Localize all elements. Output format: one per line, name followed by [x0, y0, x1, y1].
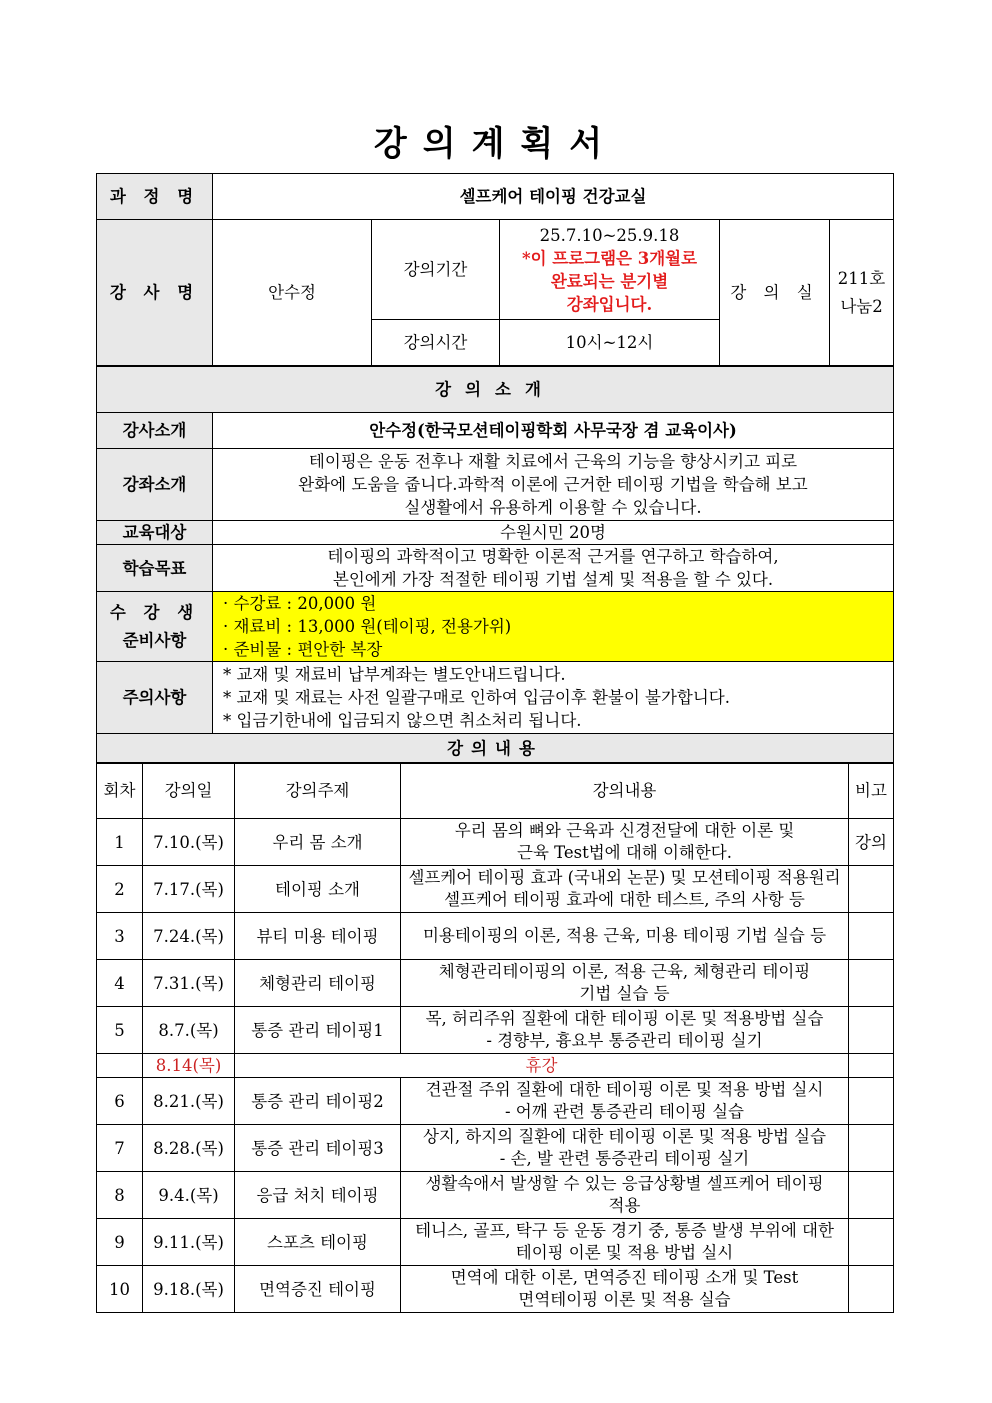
prep-line: · 재료비 : 13,000 원(테이핑, 전용가위) — [223, 617, 512, 636]
holiday-label: 휴강 — [235, 1054, 849, 1078]
period-label: 강의기간 — [372, 220, 500, 320]
session-no: 8 — [97, 1172, 143, 1219]
prep-line: · 준비물 : 편안한 복장 — [223, 640, 383, 659]
session-content-line: 셀프케어 테이핑 효과에 대한 테스트, 주의 사항 등 — [444, 890, 805, 909]
session-remark — [849, 1219, 894, 1266]
session-content-line: 생활속애서 발생할 수 있는 응급상황별 셀프케어 테이핑 — [425, 1174, 824, 1193]
session-topic: 테이핑 소개 — [235, 866, 401, 913]
session-no: 9 — [97, 1219, 143, 1266]
session-content — [401, 1125, 849, 1172]
session-content-line: 미용테이핑의 이론, 적용 근육, 미용 테이핑 기법 실습 등 — [422, 926, 827, 945]
session-content-line: 면역에 대한 이론, 면역증진 테이핑 소개 및 Test — [450, 1268, 799, 1287]
holiday-remark-cell — [849, 1054, 894, 1078]
goal-line: 본인에게 가장 적절한 테이핑 기법 설계 및 적용을 할 수 있다. — [332, 570, 774, 589]
session-topic: 체형관리 테이핑 — [235, 960, 401, 1007]
info-table — [96, 173, 894, 366]
page-title: 강의계획서 — [373, 124, 619, 164]
session-no: 3 — [97, 913, 143, 960]
table-row — [97, 1266, 894, 1313]
course-label: 과 정 명 — [97, 174, 213, 220]
content-section-header: 강의내용 — [97, 734, 894, 764]
session-remark — [849, 1007, 894, 1054]
session-content-line: - 경향부, 흉요부 통증관리 테이핑 실기 — [486, 1031, 763, 1050]
room-label: 강 의 실 — [720, 220, 830, 366]
session-content-line: 테이핑 이론 및 적용 방법 실시 — [515, 1243, 734, 1262]
room-value — [830, 220, 894, 366]
header-content: 강의내용 — [401, 763, 849, 819]
course-intro-line: 실생활에서 유용하게 이용할 수 있습니다. — [404, 498, 702, 517]
intro-section-header: 강의소개 — [97, 367, 894, 413]
instructor-name: 안수정 — [213, 220, 372, 366]
session-remark — [849, 1172, 894, 1219]
session-no: 1 — [97, 819, 143, 866]
session-content-line: 목, 허리주위 질환에 대한 테이핑 이론 및 적용방법 실습 — [425, 1009, 824, 1028]
session-content-line: 우리 몸의 뼈와 근육과 신경전달에 대한 이론 및 — [454, 821, 795, 840]
schedule-table — [96, 762, 894, 1313]
goal-line: 테이핑의 과학적이고 명확한 이론적 근거를 연구하고 학습하여, — [327, 547, 779, 566]
table-row — [97, 913, 894, 960]
session-content — [401, 1219, 849, 1266]
session-content-line: 셀프케어 테이핑 효과 (국내외 논문) 및 모션테이핑 적용원리 — [408, 868, 841, 887]
session-date: 7.31.(목) — [143, 960, 235, 1007]
table-row — [97, 1219, 894, 1266]
intro-table — [96, 366, 894, 764]
header-no: 회차 — [97, 763, 143, 819]
session-content — [401, 913, 849, 960]
session-date: 8.21.(목) — [143, 1078, 235, 1125]
session-no: 10 — [97, 1266, 143, 1313]
session-content-line: 기법 실습 등 — [579, 984, 670, 1003]
session-content — [401, 1007, 849, 1054]
session-no: 7 — [97, 1125, 143, 1172]
session-content — [401, 819, 849, 866]
prep-label — [97, 592, 213, 662]
holiday-row — [97, 1054, 894, 1078]
notice-line: * 교재 및 재료는 사전 일괄구매로 인하여 입금이후 환불이 불가합니다. — [223, 688, 730, 707]
session-content — [401, 960, 849, 1007]
session-remark — [849, 913, 894, 960]
period-dates: 25.7.10~25.9.18 — [539, 225, 680, 245]
session-content — [401, 1078, 849, 1125]
notice-line: * 교재 및 재료비 납부계좌는 별도안내드립니다. — [223, 665, 566, 684]
session-remark: 강의 — [849, 819, 894, 866]
prep-label-line: 수 강 생 — [109, 602, 200, 622]
target-value: 수원시민 20명 — [213, 521, 894, 545]
session-content-line: 상지, 하지의 질환에 대한 테이핑 이론 및 적용 방법 실습 — [422, 1127, 827, 1146]
table-row — [97, 960, 894, 1007]
session-date: 8.28.(목) — [143, 1125, 235, 1172]
session-remark — [849, 960, 894, 1007]
session-topic: 통증 관리 테이핑3 — [235, 1125, 401, 1172]
session-topic: 통증 관리 테이핑2 — [235, 1078, 401, 1125]
notice-value — [213, 662, 894, 734]
goal-label: 학습목표 — [97, 545, 213, 592]
holiday-date: 8.14(목) — [143, 1054, 235, 1078]
notice-line: * 입금기한내에 입금되지 않으면 취소처리 됩니다. — [223, 711, 582, 730]
session-no: 2 — [97, 866, 143, 913]
table-row — [97, 1078, 894, 1125]
session-date: 7.17.(목) — [143, 866, 235, 913]
instructor-intro-label: 강사소개 — [97, 413, 213, 449]
table-row — [97, 819, 894, 866]
course-intro-value — [213, 449, 894, 521]
session-content-line: 적용 — [608, 1196, 641, 1215]
prep-label-line: 준비사항 — [122, 630, 187, 650]
session-remark — [849, 1078, 894, 1125]
course-name: 셀프케어 테이핑 건강교실 — [213, 174, 894, 220]
goal-value — [213, 545, 894, 592]
session-no: 5 — [97, 1007, 143, 1054]
table-row — [97, 1007, 894, 1054]
session-topic: 스포츠 테이핑 — [235, 1219, 401, 1266]
session-content — [401, 1266, 849, 1313]
session-no: 4 — [97, 960, 143, 1007]
session-topic: 통증 관리 테이핑1 — [235, 1007, 401, 1054]
session-content — [401, 866, 849, 913]
holiday-no-cell — [97, 1054, 143, 1078]
table-row — [97, 1125, 894, 1172]
session-content-line: 견관절 주위 질환에 대한 테이핑 이론 및 적용 방법 실시 — [425, 1080, 824, 1099]
header-date: 강의일 — [143, 763, 235, 819]
session-content-line: 근육 Test법에 대해 이해한다. — [517, 843, 732, 862]
header-remark: 비고 — [849, 763, 894, 819]
period-note-3: 강좌입니다. — [566, 294, 653, 314]
course-intro-line: 테이핑은 운동 전후나 재활 치료에서 근육의 기능을 향상시키고 피로 — [308, 452, 798, 471]
session-date: 9.11.(목) — [143, 1219, 235, 1266]
session-topic: 면역증진 테이핑 — [235, 1266, 401, 1313]
period-note-2: 완료되는 분기별 — [550, 271, 669, 291]
notice-label: 주의사항 — [97, 662, 213, 734]
room-number: 211호 — [837, 268, 886, 288]
session-date: 9.18.(목) — [143, 1266, 235, 1313]
session-topic: 뷰티 미용 테이핑 — [235, 913, 401, 960]
session-topic: 응급 처치 테이핑 — [235, 1172, 401, 1219]
session-content-line: - 손, 발 관련 통증관리 테이핑 실기 — [499, 1149, 750, 1168]
course-intro-line: 완화에 도움을 줍니다.과학적 이론에 근거한 테이핑 기법을 학습해 보고 — [298, 475, 808, 494]
period-note-1: *이 프로그램은 3개월로 — [521, 248, 698, 268]
session-content-line: - 어깨 관련 통증관리 테이핑 실습 — [504, 1102, 744, 1121]
session-date: 7.24.(목) — [143, 913, 235, 960]
session-remark — [849, 1125, 894, 1172]
course-intro-label: 강좌소개 — [97, 449, 213, 521]
session-topic: 우리 몸 소개 — [235, 819, 401, 866]
session-date: 9.4.(목) — [143, 1172, 235, 1219]
session-content-line: 면역테이핑 이론 및 적용 실습 — [518, 1290, 731, 1309]
session-content-line: 테니스, 골프, 탁구 등 운동 경기 중, 통증 발생 부위에 대한 — [415, 1221, 834, 1240]
time-value: 10시~12시 — [500, 320, 720, 366]
period-value — [500, 220, 720, 320]
session-remark — [849, 866, 894, 913]
table-row — [97, 866, 894, 913]
room-name: 나눔2 — [840, 296, 883, 316]
instructor-label: 강 사 명 — [97, 220, 213, 366]
prep-value — [213, 592, 894, 662]
header-topic: 강의주제 — [235, 763, 401, 819]
prep-line: · 수강료 : 20,000 원 — [223, 594, 377, 613]
time-label: 강의시간 — [372, 320, 500, 366]
session-date: 8.7.(목) — [143, 1007, 235, 1054]
session-content — [401, 1172, 849, 1219]
session-no: 6 — [97, 1078, 143, 1125]
session-date: 7.10.(목) — [143, 819, 235, 866]
table-row — [97, 1172, 894, 1219]
instructor-intro-value: 안수정(한국모션테이핑학회 사무국장 겸 교육이사) — [213, 413, 894, 449]
session-remark — [849, 1266, 894, 1313]
target-label: 교육대상 — [97, 521, 213, 545]
session-content-line: 체형관리테이핑의 이론, 적용 근육, 체형관리 테이핑 — [438, 962, 811, 981]
